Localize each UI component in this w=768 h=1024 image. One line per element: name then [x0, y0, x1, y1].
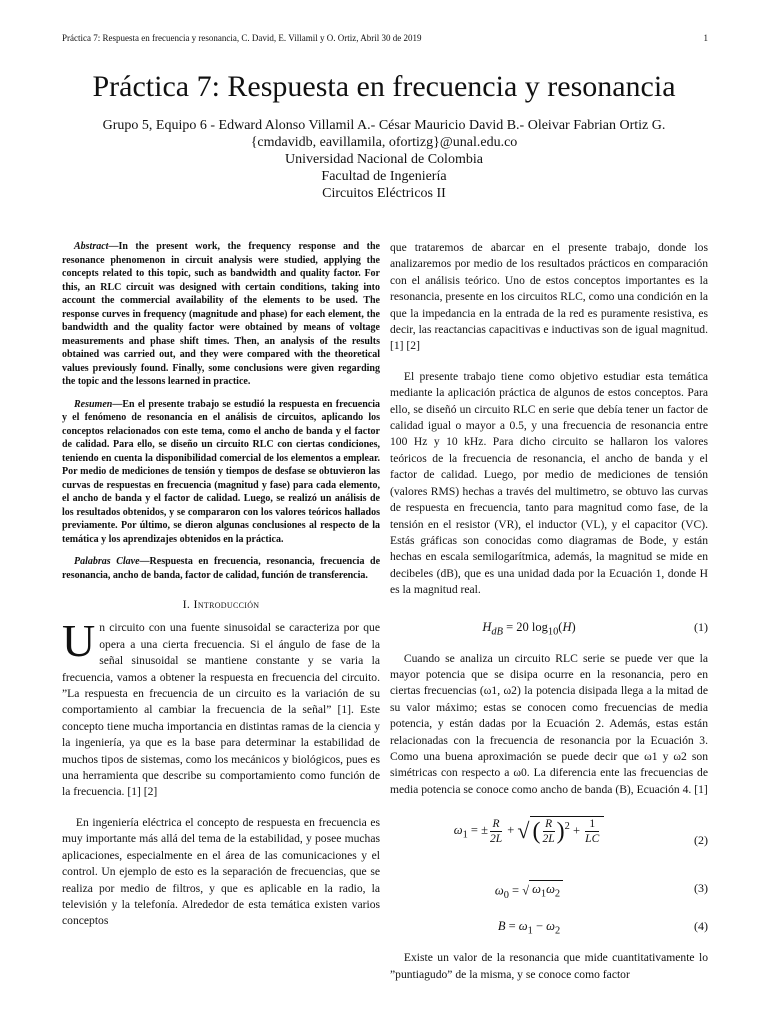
rlc-paragraph: Cuando se analiza un circuito RLC serie se puede ver que la mayor potencia que se disipa ocurre en la resonancia, pero en ciertas frecuencias (ω1, ω2) la potencia disipada llega a la mitad de su valor máximo; estas se conocen como frecuencias de media potencia, y están dadas por la Ecuación 2. Además, estas están relacionadas con la frecuencia de resonancia por la Ecuación 3. Como una buena aproximación se puede decir que ω1 y ω2 son simétricas con respecto a ω0. La diferencia ente las frecuencias de media potencia se conoce como ancho de banda (B), Ecuación 4. [1] — [390, 651, 708, 796]
equation-1-number: (1) — [694, 619, 708, 634]
intro-paragraph-1 — [62, 615, 380, 800]
equation-1-math: $H_{dB} = 20$ $\log_{10}(H)$ — [482, 619, 576, 638]
author-block — [0, 117, 768, 202]
equation-4-math: $B = \omega_1 - \omega_2$ — [497, 919, 561, 937]
page-number: 1 — [703, 33, 708, 43]
running-head: Práctica 7: Respuesta en frecuencia y resonancia, C. David, E. Villamil y O. Ortiz, Abril 30 de 2019 — [62, 33, 422, 43]
section-heading-introduccion: I. Introducción — [182, 597, 260, 611]
abstract-block — [62, 240, 380, 582]
abstract-paragraph — [62, 240, 380, 389]
equation-1 — [390, 613, 708, 643]
faculty: Facultad de Ingeniería — [321, 169, 447, 184]
drop-cap: U — [62, 615, 96, 667]
equation-4 — [390, 912, 708, 942]
author-emails: {cmdavidb, eavillamila, ofortizg}@unal.edu.co — [250, 135, 518, 150]
abstract-text: —In the present work, the frequency response and the resonance phenomenon in circuit analysis were studied, applying the concepts related to this topic, such as bandwidth and quality factor. For this, an RLC circuit was designed with certain conditions, taking into account the commercial availability of the elements to be used. The response curves in frequency (magnitude and phase) for each element, the bandwidth and the quality factor were obtained by means of voltage measurements and phase shift times. Then, an analysis of the results obtained was carried out, and they were compared with the theoretical values previously found. Finally, some conclusions were given regarding the topic and the lessons learned in practice. — [62, 241, 380, 387]
equation-3-number: (3) — [694, 881, 708, 896]
equation-4-number: (4) — [694, 919, 708, 934]
equation-2-number: (2) — [694, 833, 708, 848]
left-column — [62, 240, 380, 944]
equation-3 — [390, 874, 708, 904]
keywords-paragraph — [62, 555, 380, 582]
abstract-lead: Abstract — [74, 241, 109, 252]
right-column — [390, 240, 708, 997]
resumen-text: —En el presente trabajo se estudió la respuesta en frecuencia y el fenómeno de resonancia en el análisis de circuitos, aplicando los conceptos relacionados con este tema, como el ancho de banda y el factor de calidad. Para ello, se diseño un circuito RLC con ciertas condiciones, teniendo en cuenta la disponibilidad comercial de los elementos a emplear. Por medio de mediciones de tensión y tiempos de desfase se obtuvieron las curvas de respuestas en frecuencia (magnitud y fase) para cada elemento, el ancho de banda y el factor de calidad. Luego, se realizó un análisis de los resultados obtenidos, y se compararon con los valores teóricos hallados previamente. Por último, se dieron algunas conclusiones al respecto de la temática y los aprendizajes obtenidos en la práctica. — [62, 398, 380, 545]
intro-paragraph-2: En ingeniería eléctrica el concepto de respuesta en frecuencia es muy importante más allá del tema de la estabilidad, y posee muchas aplicaciones, especialmente en el área de las comunicaciones y el control. Un ejemplo de esto es la separación de frecuencias, que se realiza por medio de filtros, y que es aplicable en la radio, la televisión y la telefonía. Alrededor de esta temática existen varios conceptos — [62, 815, 380, 928]
resumen-lead: Resumen — [74, 398, 113, 410]
keywords-text: —Respuesta en frecuencia, resonancia, frecuencia de resonancia, ancho de banda, factor de calidad, función de transferencia. — [62, 556, 381, 581]
equation-2-math: $\omega_1$ = ± $\frac{R}{2L}$ + √ ( $\frac{R}{2L}$ )$^2$ + $\frac{1}{LC}$ — [390, 816, 668, 846]
resumen-paragraph — [62, 398, 380, 547]
author-line: Grupo 5, Equipo 6 - Edward Alonso Villamil A.- César Mauricio David B.- Oleivar Fabrian Ortiz G. — [102, 118, 666, 133]
objective-paragraph: El presente trabajo tiene como objetivo estudiar esta temática mediante la aplicación práctica de algunos de estos conceptos. Para ello, se diseñó un circuito RLC en serie que debía tener un factor de calidad igual o mayor a 0.5, y una frecuencia de resonancia entre 100 Hz y 10 kHz. Para dicho circuito se hallaron los valores teóricos de la frecuencia de resonancia, el ancho de banda y el factor de calidad. Luego, por medio de mediciones de tensión (valores RMS) hechas a través del multimetro, se obtuvo las curvas de respuesta en frecuencia, tanto para magnitud como fase, de la tensión en el resistor (VR), el inductor (VL), y el capacitor (VC). Estás gráficas son conocidas como diagramas de Bode, y están hechas en escala semilogarítmica, además, la magnitud se mide en decibeles (dB), que es una unidad dada por la Ecuación 1, donde H es la magnitud real. — [390, 369, 708, 597]
paper-title: Práctica 7: Respuesta en frecuencia y resonancia — [92, 70, 676, 103]
resonance-paragraph: Existe un valor de la resonancia que mide cuantitativamente lo ”puntiagudo” de la misma, y se conoce como factor — [390, 951, 708, 981]
intro-paragraph-continued: que trataremos de abarcar en el presente trabajo, donde los analizaremos por medio de los resultados prácticos en comparación con el análisis teórico. Uno de estos conceptos importantes es la resonancia, presente en los circuitos RLC, como una condición en la que la impedancia en la entrada de la red es puramente resistiva, es decir, las reactancias capacitivas e inductivas son de igual magnitud. [1] [2] — [390, 241, 708, 353]
course: Circuitos Eléctricos II — [322, 186, 446, 201]
university: Universidad Nacional de Colombia — [285, 152, 483, 167]
intro-paragraph-1-text: n circuito con una fuente sinusoidal se caracteriza por que opera a una cierta frecuencia. Si el ángulo de fase de la señal sinusoidal se mantiene constante y se varia la frecuencia, vamos a obtener la respuesta en frecuencia del circuito. ”La respuesta en frecuencia de un circuito es la variación de su comportamiento al cambiar la frecuencia de la señal” [1]. Este concepto tiene mucha importancia en distintas ramas de la ciencia y la ingeniería, ya que es la base para determinar la estabilidad de muchos tipos de sistemas, como los mecánicos y biológicos, pues es una herramienta que describe su comportamiento como función de la frecuencia. [1] [2] — [62, 621, 380, 799]
equation-2 — [390, 812, 708, 866]
keywords-lead: Palabras Clave — [74, 556, 140, 567]
equation-3-math: $\omega_0$ = √ $\omega_1\omega_2$ — [390, 880, 668, 904]
